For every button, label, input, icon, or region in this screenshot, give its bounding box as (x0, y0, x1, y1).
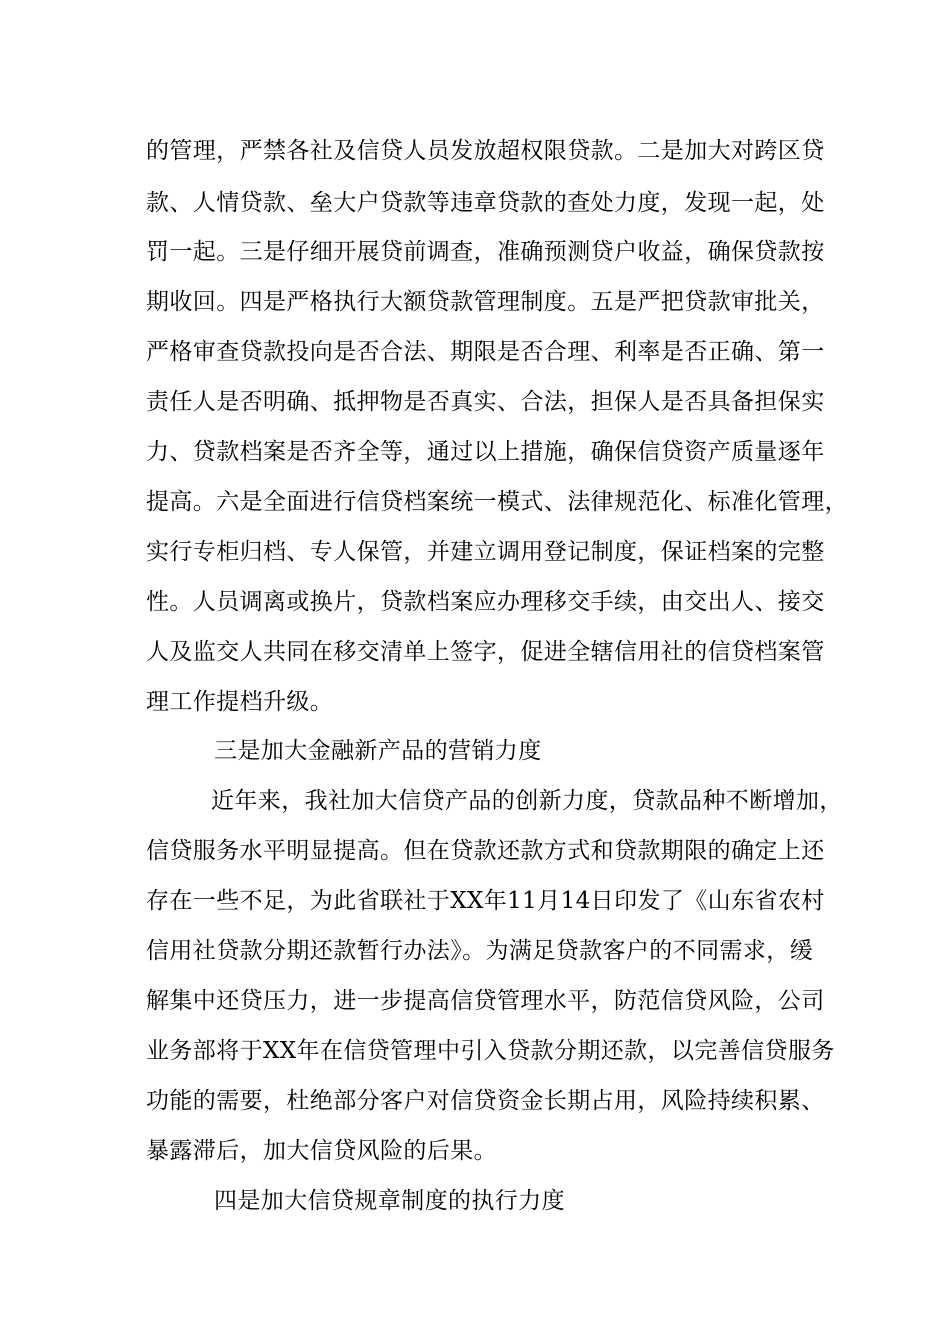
paragraph-2-line: 业务部将于XX年在信贷管理中引入贷款分期还款，以完善信贷服务 (146, 1038, 835, 1064)
paragraph-1-line: 性。人员调离或换片，贷款档案应办理移交手续，由交出人、接交 (146, 589, 825, 615)
paragraph-1-line: 罚一起。三是仔细开展贷前调查，准确预测贷户收益，确保贷款按 (146, 239, 825, 265)
paragraph-2-line: 存在一些不足，为此省联社于XX年11月14日印发了《山东省农村 (146, 888, 825, 914)
paragraph-2-first-line: 近年来，我社加大信贷产品的创新力度，贷款品种不断增加， (211, 788, 843, 814)
paragraph-1-line: 实行专柜归档、专人保管，并建立调用登记制度，保证档案的完整 (146, 539, 825, 565)
paragraph-1-line: 人及监交人共同在移交清单上签字，促进全辖信用社的信贷档案管 (146, 639, 825, 665)
paragraph-1-line: 理工作提档升级。 (146, 689, 334, 715)
paragraph-1-line: 期收回。四是严格执行大额贷款管理制度。五是严把贷款审批关， (146, 289, 825, 315)
paragraph-2-line: 功能的需要，杜绝部分客户对信贷资金长期占用，风险持续积累、 (146, 1088, 825, 1114)
paragraph-2-line: 信用社贷款分期还款暂行办法》。为满足贷款客户的不同需求，缓 (146, 938, 814, 964)
paragraph-1-line: 严格审查贷款投向是否合法、期限是否合理、利率是否正确、第一 (146, 339, 825, 365)
section-heading-3: 三是加大金融新产品的营销力度 (214, 738, 542, 764)
paragraph-1-line: 的管理，严禁各社及信贷人员发放超权限贷款。二是加大对跨区贷 (146, 138, 825, 164)
paragraph-1-line: 责任人是否明确、抵押物是否真实、合法，担保人是否具备担保实 (146, 389, 825, 415)
paragraph-1-line: 力、贷款档案是否齐全等，通过以上措施，确保信贷资产质量逐年 (146, 439, 825, 465)
paragraph-1-line: 款、人情贷款、垒大户贷款等违章贷款的查处力度，发现一起，处 (146, 190, 825, 216)
paragraph-2-line: 信贷服务水平明显提高。但在贷款还款方式和贷款期限的确定上还 (146, 838, 825, 864)
paragraph-2-line: 解集中还贷压力，进一步提高信贷管理水平，防范信贷风险，公司 (146, 988, 825, 1014)
section-heading-4: 四是加大信贷规章制度的执行力度 (214, 1188, 565, 1214)
paragraph-2-line: 暴露滞后，加大信贷风险的后果。 (146, 1138, 497, 1164)
paragraph-1-line: 提高。六是全面进行信贷档案统一模式、法律规范化、标准化管理， (146, 489, 848, 515)
